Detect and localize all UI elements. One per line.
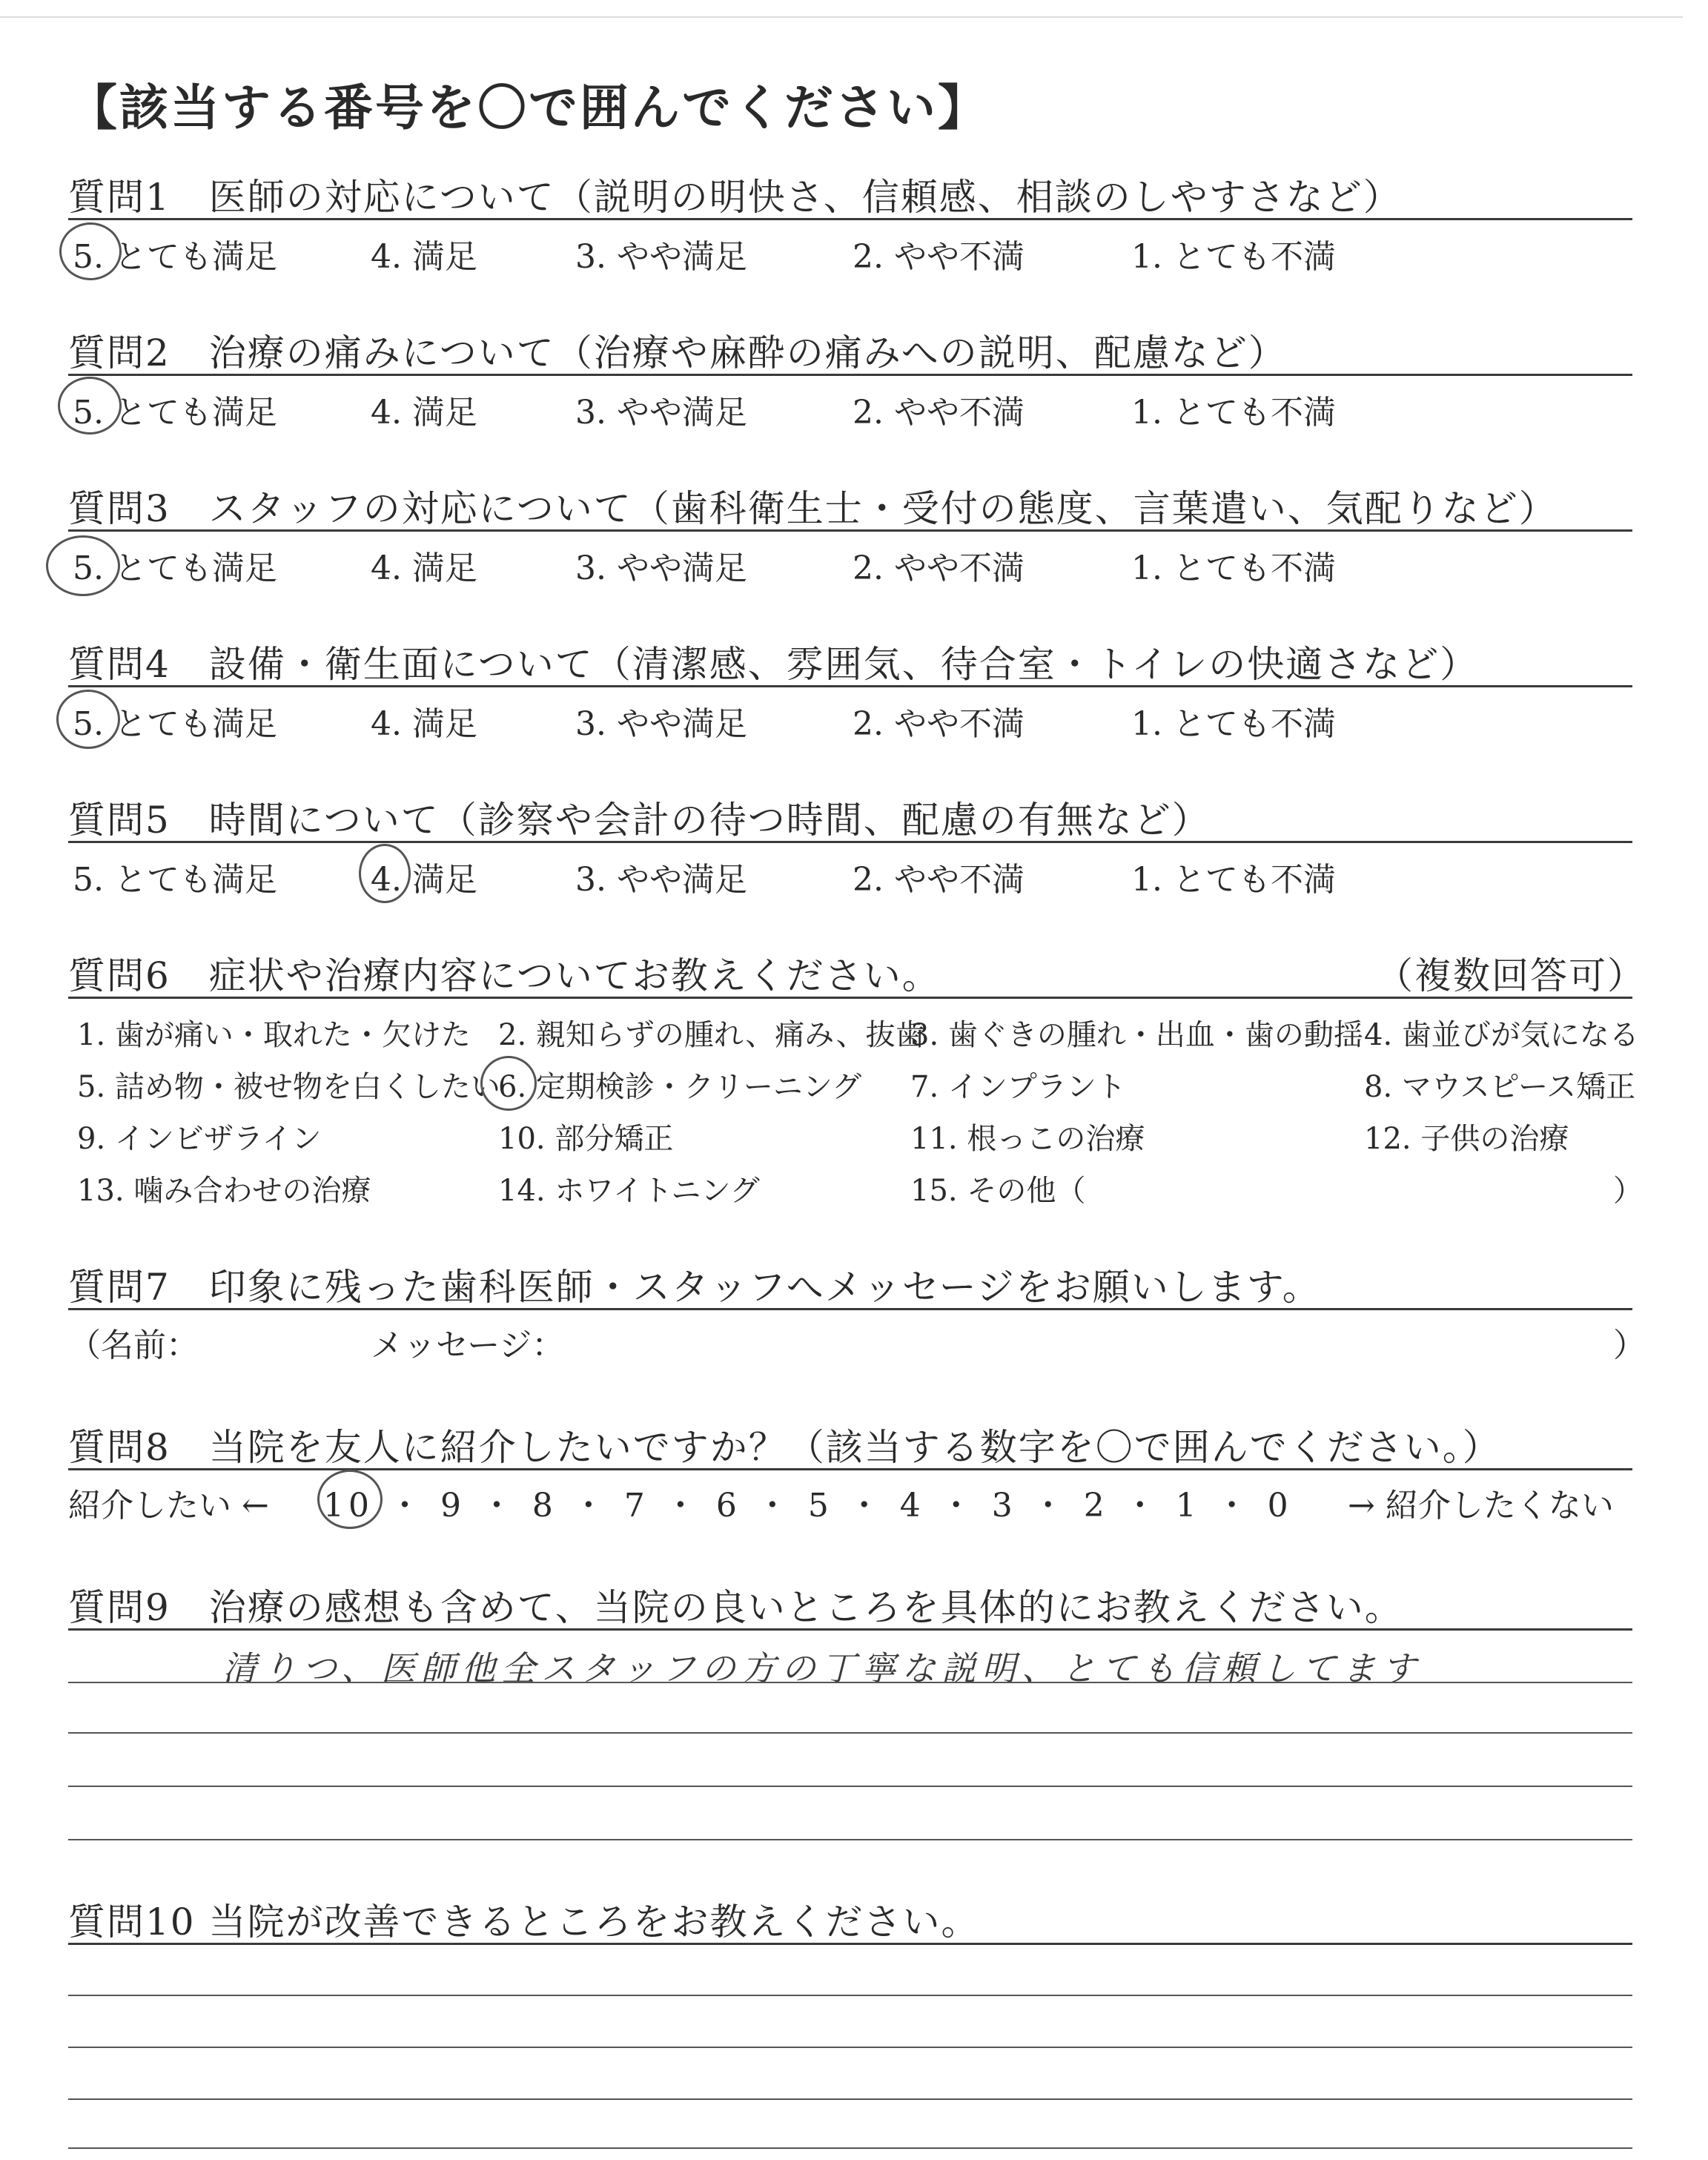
q5-option-4[interactable]: 4. 満足 bbox=[371, 861, 477, 899]
question-1-heading: 質問1 医師の対応について（説明の明快さ、信頼感、相談のしやすさなど） bbox=[68, 176, 1402, 219]
q6-other-close-paren: ） bbox=[1613, 1174, 1643, 1208]
question-9-heading: 質問9 治療の感想も含めて、当院の良いところを具体的にお教えください。 bbox=[68, 1586, 1403, 1629]
q6-option-12[interactable]: 12. 子供の治療 bbox=[1364, 1122, 1569, 1156]
q2-option-4[interactable]: 4. 満足 bbox=[371, 394, 477, 432]
q4-option-2[interactable]: 2. やや不満 bbox=[853, 705, 1025, 743]
scan-top-edge bbox=[0, 16, 1683, 18]
q1-option-1[interactable]: 1. とても不満 bbox=[1131, 238, 1336, 276]
question-5-rule bbox=[68, 841, 1632, 843]
q1-option-3[interactable]: 3. やや満足 bbox=[575, 238, 747, 276]
question-10-rule bbox=[68, 1943, 1632, 1945]
q10-answer-line-4 bbox=[68, 2147, 1632, 2149]
question-2-rule bbox=[68, 374, 1632, 376]
q3-option-3[interactable]: 3. やや満足 bbox=[575, 549, 747, 587]
q9-answer-line-3 bbox=[68, 1786, 1632, 1787]
q9-answer-line-1 bbox=[68, 1682, 1632, 1683]
question-4-heading: 質問4 設備・衛生面について（清潔感、雰囲気、待合室・トイレの快適さなど） bbox=[68, 643, 1479, 686]
question-9-rule bbox=[68, 1628, 1632, 1631]
q1-option-2[interactable]: 2. やや不満 bbox=[853, 238, 1025, 276]
q3-option-5[interactable]: 5. とても満足 bbox=[73, 549, 277, 587]
q3-option-2[interactable]: 2. やや不満 bbox=[853, 549, 1025, 587]
q8-scale-left-label: 紹介したい ← bbox=[68, 1487, 269, 1525]
q2-option-2[interactable]: 2. やや不満 bbox=[853, 394, 1025, 432]
q6-option-11[interactable]: 11. 根っこの治療 bbox=[910, 1122, 1145, 1156]
question-5-heading: 質問5 時間について（診察や会計の待つ時間、配慮の有無など） bbox=[68, 799, 1211, 842]
q9-handwritten-answer: 清りつ、医師他全スタッフの方の丁寧な説明、とても信頼してます bbox=[222, 1648, 1423, 1688]
question-6-heading: 質問6 症状や治療内容についてお教えください。 bbox=[68, 954, 941, 997]
q2-option-1[interactable]: 1. とても不満 bbox=[1131, 394, 1336, 432]
q6-option-8[interactable]: 8. マウスピース矯正 bbox=[1364, 1070, 1636, 1104]
question-4-rule bbox=[68, 685, 1632, 687]
q1-answer-circle bbox=[59, 222, 122, 280]
q8-scale-right-label: → 紹介したくない bbox=[1348, 1487, 1614, 1525]
question-7-heading: 質問7 印象に残った歯科医師・スタッフへメッセージをお願いします。 bbox=[68, 1266, 1321, 1309]
q5-answer-circle bbox=[359, 844, 411, 903]
q4-option-3[interactable]: 3. やや満足 bbox=[575, 705, 747, 743]
q6-option-6[interactable]: 6. 定期検診・クリーニング bbox=[498, 1070, 862, 1104]
q1-option-5[interactable]: 5. とても満足 bbox=[73, 238, 277, 276]
q6-option-13[interactable]: 13. 噛み合わせの治療 bbox=[77, 1174, 371, 1208]
q4-option-4[interactable]: 4. 満足 bbox=[371, 705, 477, 743]
q6-option-1[interactable]: 1. 歯が痛い・取れた・欠けた bbox=[77, 1018, 471, 1052]
q7-name-field[interactable]: （名前： bbox=[68, 1327, 199, 1364]
q3-option-1[interactable]: 1. とても不満 bbox=[1131, 549, 1336, 587]
q2-option-5[interactable]: 5. とても満足 bbox=[73, 394, 277, 432]
q4-option-5[interactable]: 5. とても満足 bbox=[73, 705, 277, 743]
q2-answer-circle bbox=[58, 377, 122, 435]
q10-answer-line-3 bbox=[68, 2098, 1632, 2100]
q1-option-4[interactable]: 4. 満足 bbox=[371, 238, 477, 276]
q6-option-2[interactable]: 2. 親知らずの腫れ、痛み、抜歯 bbox=[498, 1018, 925, 1052]
q2-option-3[interactable]: 3. やや満足 bbox=[575, 394, 747, 432]
q10-answer-line-2 bbox=[68, 2047, 1632, 2048]
question-10-heading: 質問10 当院が改善できるところをお教えください。 bbox=[68, 1900, 980, 1943]
q5-option-3[interactable]: 3. やや満足 bbox=[575, 861, 747, 899]
question-1-rule bbox=[68, 218, 1632, 220]
q6-option-4[interactable]: 4. 歯並びが気になる bbox=[1364, 1018, 1639, 1052]
q7-message-field[interactable]: メッセージ： bbox=[371, 1327, 565, 1364]
question-6-note: （複数回答可） bbox=[1376, 954, 1646, 997]
question-2-heading: 質問2 治療の痛みについて（治療や麻酔の痛みへの説明、配慮など） bbox=[68, 331, 1287, 374]
q6-option-3[interactable]: 3. 歯ぐきの腫れ・出血・歯の動揺 bbox=[910, 1018, 1363, 1052]
q7-close-paren: ） bbox=[1613, 1327, 1646, 1364]
q8-answer-circle bbox=[317, 1470, 383, 1529]
question-6-rule bbox=[68, 997, 1632, 999]
q6-answer-circle bbox=[480, 1056, 537, 1111]
q6-option-10[interactable]: 10. 部分矯正 bbox=[498, 1122, 674, 1156]
q6-option-15-other[interactable]: 15. その他（ bbox=[910, 1174, 1086, 1208]
q6-option-14[interactable]: 14. ホワイトニング bbox=[498, 1174, 760, 1208]
question-8-rule bbox=[68, 1468, 1632, 1470]
q6-option-9[interactable]: 9. インビザライン bbox=[77, 1122, 322, 1156]
q6-option-7[interactable]: 7. インプラント bbox=[910, 1070, 1126, 1104]
q9-answer-line-2 bbox=[68, 1732, 1632, 1734]
q5-option-2[interactable]: 2. やや不満 bbox=[853, 861, 1025, 899]
q9-answer-line-4 bbox=[68, 1839, 1632, 1840]
q8-scale-values[interactable]: 10 ・ 9 ・ 8 ・ 7 ・ 6 ・ 5 ・ 4 ・ 3 ・ 2 ・ 1 ・ 0 bbox=[323, 1487, 1293, 1525]
q5-option-1[interactable]: 1. とても不満 bbox=[1131, 861, 1336, 899]
q6-option-5[interactable]: 5. 詰め物・被せ物を白くしたい bbox=[77, 1070, 500, 1104]
question-3-rule bbox=[68, 529, 1632, 532]
q4-answer-circle bbox=[56, 690, 120, 749]
q3-option-4[interactable]: 4. 満足 bbox=[371, 549, 477, 587]
q3-answer-circle bbox=[46, 535, 120, 596]
q10-answer-line-1 bbox=[68, 1995, 1632, 1996]
question-3-heading: 質問3 スタッフの対応について（歯科衛生士・受付の態度、言葉遣い、気配りなど） bbox=[68, 487, 1558, 530]
question-7-rule bbox=[68, 1308, 1632, 1310]
q4-option-1[interactable]: 1. とても不満 bbox=[1131, 705, 1336, 743]
form-header: 【該当する番号を〇で囲んでください】 bbox=[68, 79, 989, 136]
question-8-heading: 質問8 当院を友人に紹介したいですか？（該当する数字を〇で囲んでください。） bbox=[68, 1426, 1501, 1469]
q5-option-5[interactable]: 5. とても満足 bbox=[73, 861, 277, 899]
